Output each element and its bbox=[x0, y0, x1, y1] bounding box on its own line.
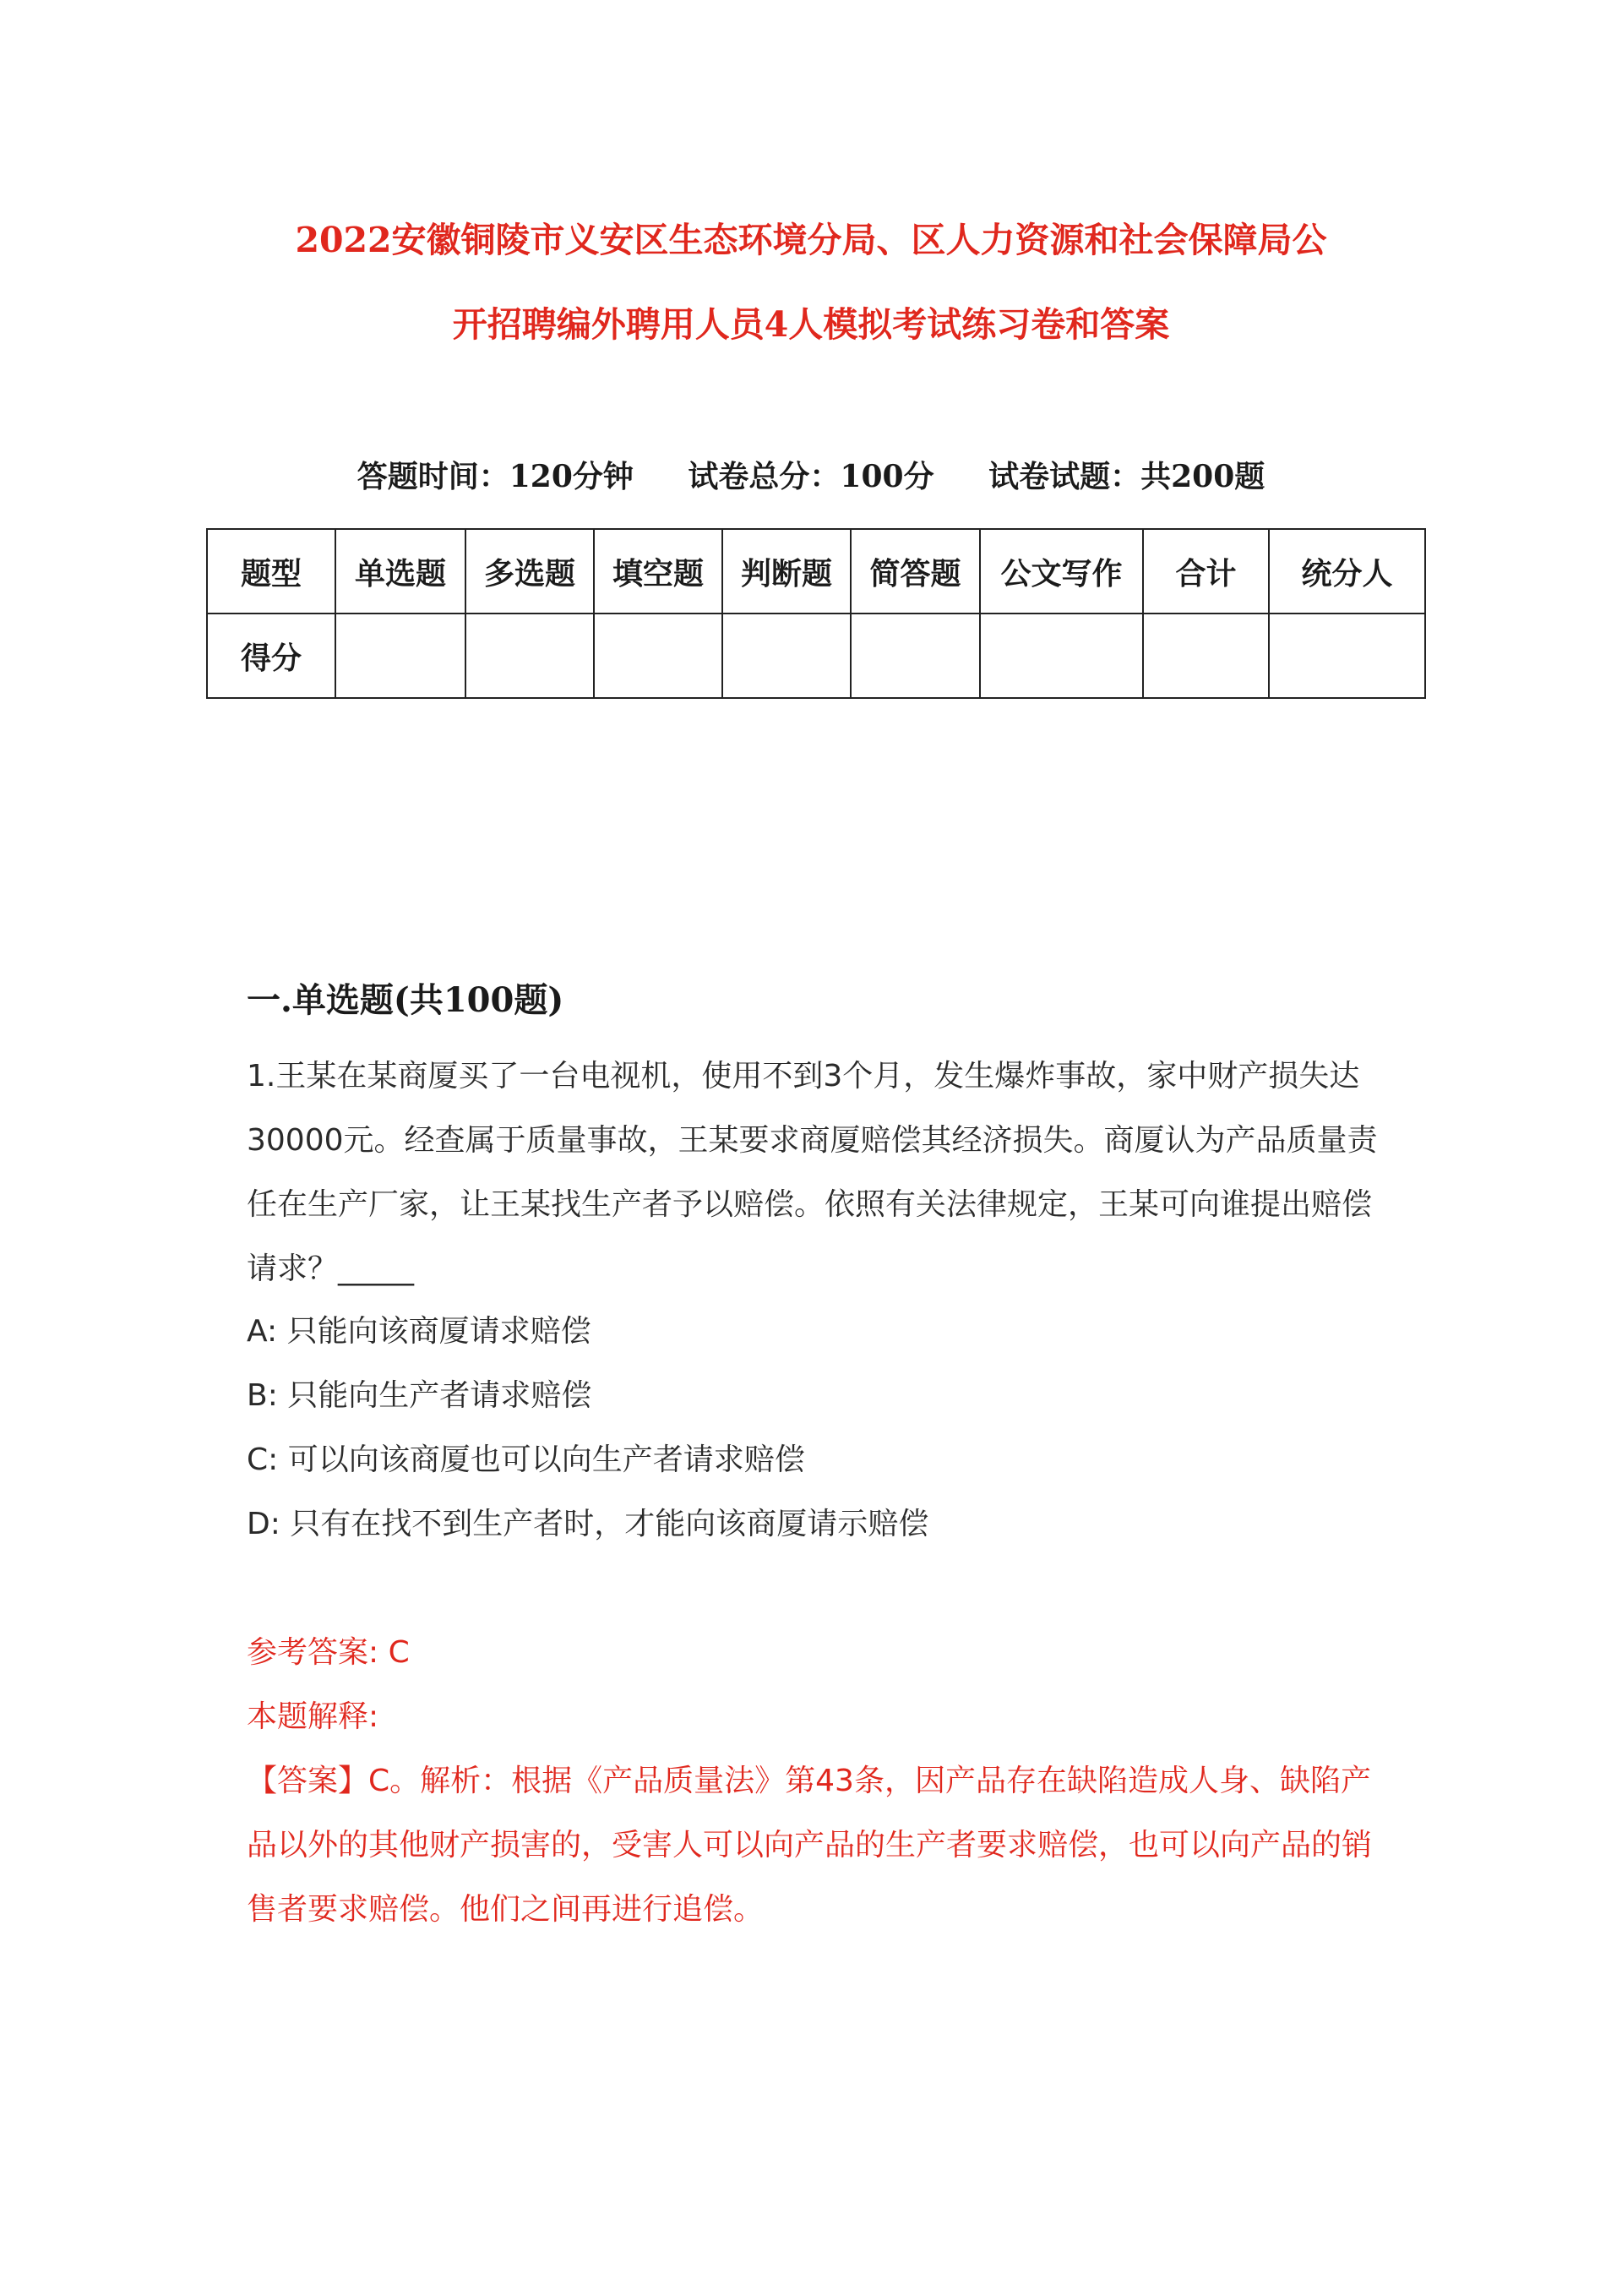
score-cell bbox=[465, 614, 594, 698]
score-table-score-row bbox=[207, 614, 1425, 698]
score-table-header: 公文写作 bbox=[980, 529, 1143, 614]
score-table-header-row bbox=[207, 529, 1425, 614]
score-cell bbox=[722, 614, 851, 698]
option-a: A: 只能向该商厦请求赔偿 bbox=[247, 1314, 591, 1349]
score-table bbox=[206, 528, 1426, 699]
score-table-header: 简答题 bbox=[851, 529, 980, 614]
document-title-line2: 开招聘编外聘用人员4人模拟考试练习卷和答案 bbox=[452, 304, 1170, 345]
score-cell bbox=[335, 614, 465, 698]
explanation-text: 【答案】C。解析：根据《产品质量法》第43条，因产品存在缺陷造成人身、缺陷产品以外的其他财产损害的，受害人可以向产品的生产者要求赔偿，也可以向产品的销售者要求赔偿。他们之间再进行追偿。 bbox=[247, 1764, 1373, 1927]
section-title: 一.单选题(共100题) bbox=[247, 980, 564, 1020]
score-cell bbox=[1143, 614, 1269, 698]
score-cell bbox=[1269, 614, 1425, 698]
score-table-header: 判断题 bbox=[722, 529, 851, 614]
document-title-line1: 2022安徽铜陵市义安区生态环境分局、区人力资源和社会保障局公 bbox=[295, 220, 1327, 260]
exam-time: 答题时间：120分钟 bbox=[357, 459, 634, 494]
option-b: B: 只能向生产者请求赔偿 bbox=[247, 1378, 592, 1413]
option-c: C: 可以向该商厦也可以向生产者请求赔偿 bbox=[247, 1442, 805, 1477]
exam-total-score: 试卷总分：100分 bbox=[688, 459, 934, 494]
score-cell bbox=[980, 614, 1143, 698]
explanation-label: 本题解释: bbox=[247, 1699, 379, 1734]
exam-meta bbox=[203, 453, 1419, 496]
score-table-header: 题型 bbox=[207, 529, 335, 614]
reference-answer: 参考答案: C bbox=[247, 1635, 410, 1670]
option-d: D: 只有在找不到生产者时，才能向该商厦请示赔偿 bbox=[247, 1507, 929, 1541]
score-table-header: 填空题 bbox=[594, 529, 722, 614]
score-row-label: 得分 bbox=[207, 614, 335, 698]
score-table-header: 统分人 bbox=[1269, 529, 1425, 614]
exam-question-count: 试卷试题：共200题 bbox=[988, 459, 1265, 494]
score-cell bbox=[851, 614, 980, 698]
score-table-header: 多选题 bbox=[465, 529, 594, 614]
score-table-header: 单选题 bbox=[335, 529, 465, 614]
score-cell bbox=[594, 614, 722, 698]
question-text: 1.王某在某商厦买了一台电视机，使用不到3个月，发生爆炸事故，家中财产损失达30000元。经查属于质量事故，王某要求商厦赔偿其经济损失。商厦认为产品质量责任在生产厂家，让王某找生产者予以赔偿。依照有关法律规定，王某可向谁提出赔偿请求？_____ bbox=[247, 1059, 1378, 1286]
score-table-header: 合计 bbox=[1143, 529, 1269, 614]
